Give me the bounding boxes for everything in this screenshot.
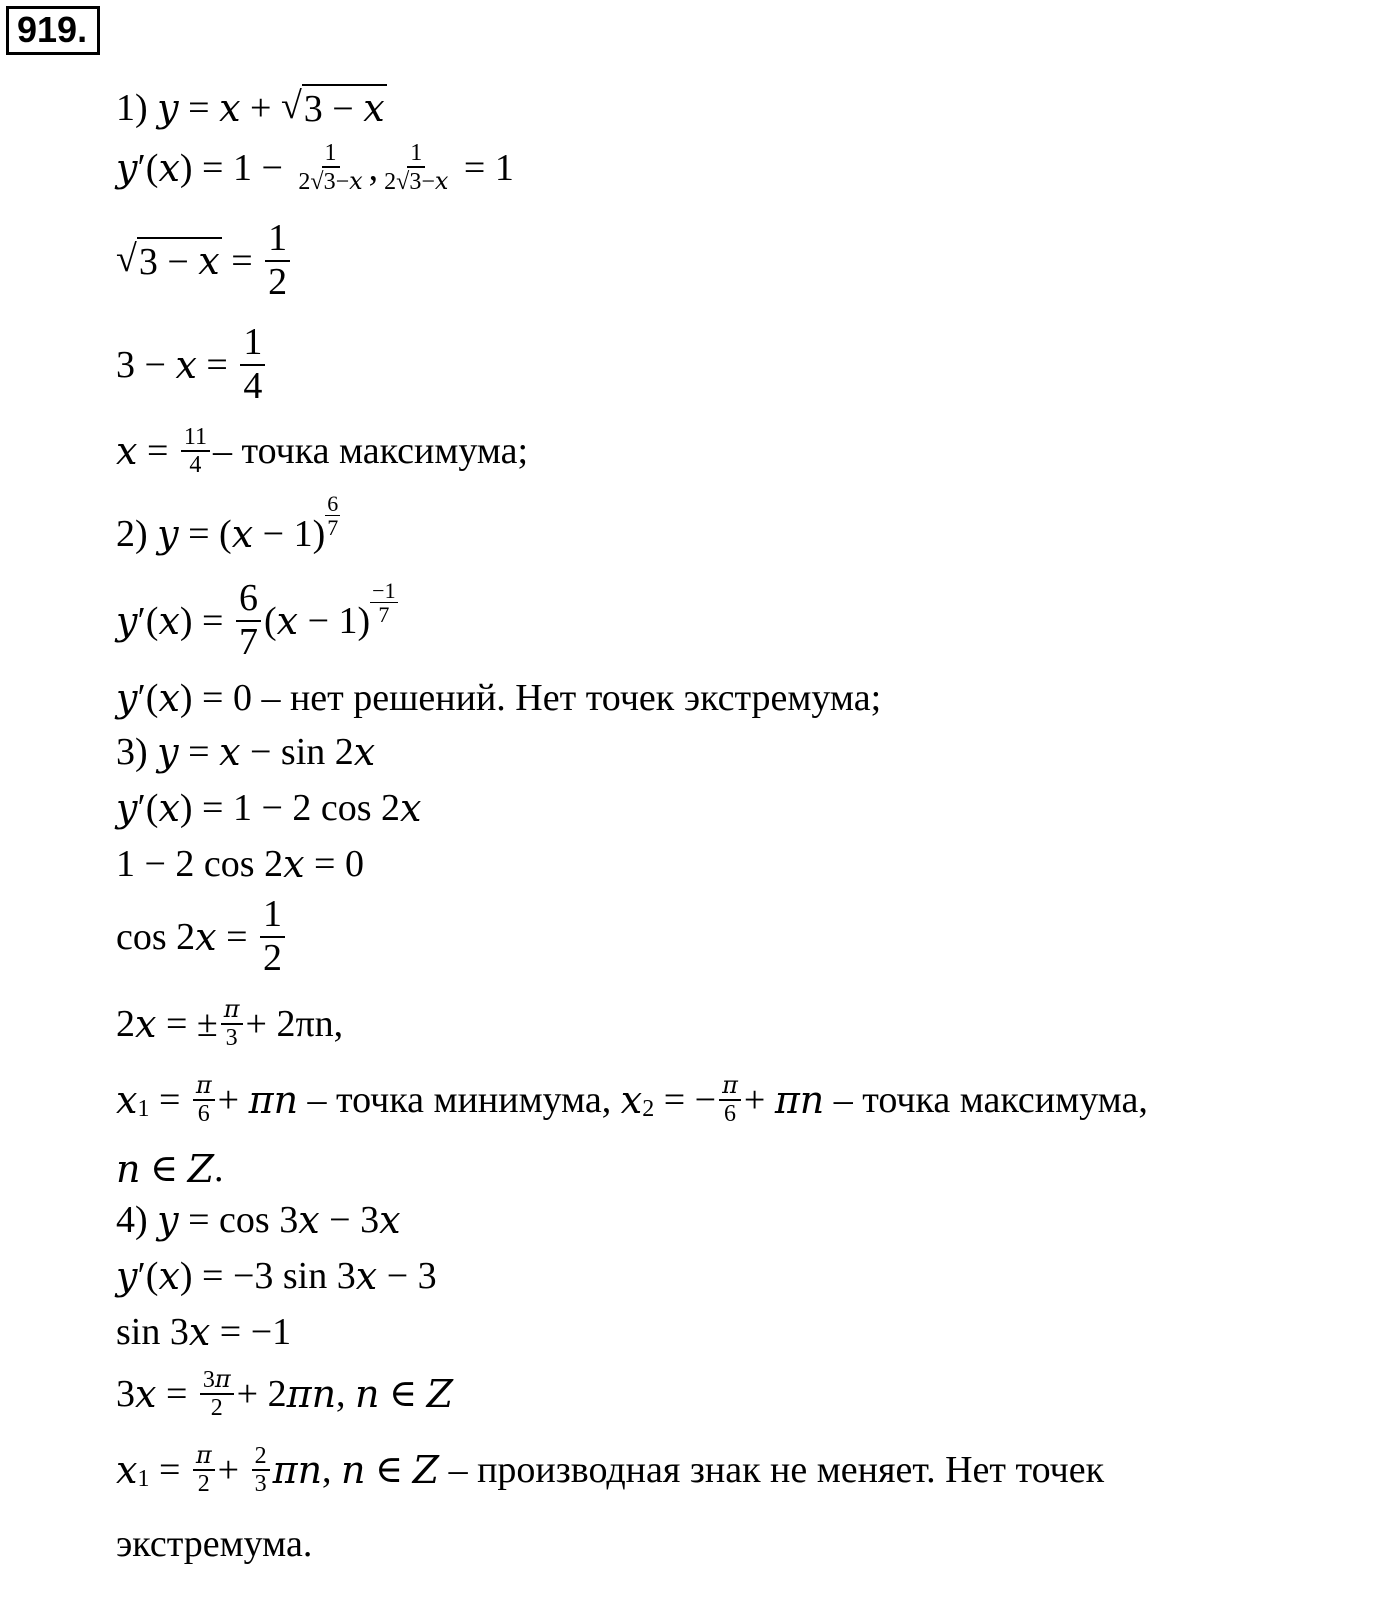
- line-12: cos 2 x = $\frac{1}{2}$: [116, 894, 288, 980]
- line-14: x 1 = $\frac{\pi}{6}$ + πn – точка минимума, x 2 = − $\frac{\pi}{6}$ + πn – точка максимума,: [116, 1071, 1148, 1128]
- line-20-text: – производная знак не меняет. Нет точек: [448, 1448, 1105, 1491]
- line-14-text-2: – точка максимума,: [833, 1078, 1148, 1121]
- line-10: y ′( x ) = 1 − 2 cos 2 x: [116, 786, 422, 830]
- problem-number: 919.: [6, 6, 100, 55]
- line-5: x = $\frac{11}{4}$ – точка максимума;: [116, 424, 529, 479]
- line-11: 1 − 2 cos 2 x = 0: [116, 842, 364, 886]
- line-13-tail: + 2πn,: [245, 1002, 344, 1045]
- line-20: x 1 = $\frac{\pi}{2}$ + $\frac{2}{3}$ πn , n ∈ Z – производная знак не меняет. Нет точек: [116, 1441, 1105, 1498]
- line-17: y ′( x ) = −3 sin 3 x − 3: [116, 1254, 437, 1298]
- line-14-text-1: – точка минимума,: [307, 1078, 612, 1121]
- line-21: [116, 1522, 312, 1566]
- line-8: y ′( x ) = 0 – нет решений. Нет точек экстремума;: [116, 676, 882, 720]
- line-1: 1) y = x + √ 3 − x: [116, 85, 385, 130]
- line-4: 3 − x = $\frac{1}{4}$: [116, 322, 268, 408]
- line-6: 2) y = ( x − 1) $\frac{6}{7}$: [116, 491, 339, 556]
- line-21-text: экстремума.: [116, 1523, 313, 1565]
- line-16: 4) y = cos 3 x − 3 x: [116, 1198, 401, 1242]
- line-18: sin 3 x = −1: [116, 1310, 292, 1354]
- line-15: n ∈ Z .: [116, 1146, 224, 1191]
- line-7: y ′( x ) = $\frac{6}{7}$ ( x − 1) $\frac{-1}{7}$: [116, 577, 396, 663]
- line-5-text: – точка максимума;: [212, 430, 529, 473]
- line-9: 3) y = x − sin 2 x: [116, 730, 376, 774]
- line-3: √ 3 − x = $\frac{1}{2}$: [116, 218, 293, 304]
- line-13: 2 x = ± $\frac{\pi}{3}$ + 2πn,: [116, 995, 344, 1052]
- line-2: y ′( x ) = 1 − $\frac{1}{2√3-x}$ , $\frac{1}{2√3-x}$ = 1: [116, 140, 514, 196]
- line-19: 3 x = $\frac{3\pi}{2}$ + 2 πn , n ∈ Z: [116, 1365, 454, 1422]
